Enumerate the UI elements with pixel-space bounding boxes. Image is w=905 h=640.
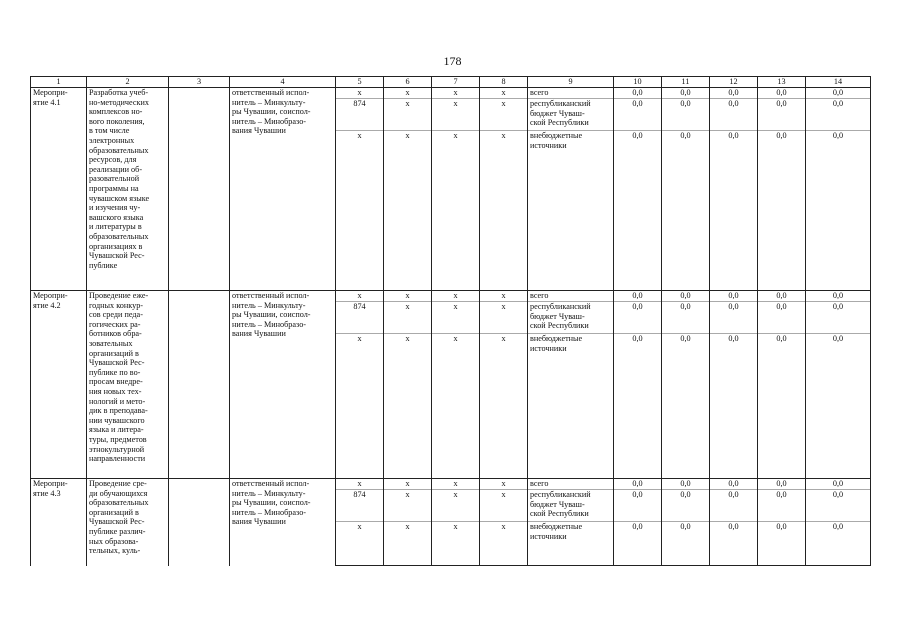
event-name-line: годных конкур- (89, 300, 144, 310)
event-name-line: и изучения чу- (89, 203, 141, 213)
executor-line: нитель – Минкульту- (232, 300, 306, 310)
event-name-line: дик в преподава- (89, 406, 148, 416)
executor-line: нитель – Минкульту- (232, 488, 306, 498)
executor-line: вания Чувашии (232, 126, 286, 136)
event-name-line: организаций в (89, 348, 139, 358)
executor-line: ры Чувашии, соиспол- (232, 107, 311, 117)
event-name-line: ботников обра- (89, 329, 142, 339)
column-header: 2 (87, 77, 169, 88)
code-cell: x (336, 88, 384, 99)
executor-line: нитель – Минобразо- (232, 507, 307, 517)
amount-cell: 0,0 (614, 131, 662, 291)
funding-source-line: республиканский (530, 490, 591, 499)
amount-cell: 0,0 (614, 291, 662, 302)
event-name-line: ния новых тех- (89, 386, 142, 396)
event-name-line: направленности (89, 454, 146, 464)
code-cell: x (480, 291, 528, 302)
event-name-line: вого поколения, (89, 116, 145, 126)
event-name-line: языка и литера- (89, 425, 144, 435)
amount-cell: 0,0 (758, 99, 806, 131)
funding-source (528, 99, 614, 131)
empty-cell (169, 479, 230, 566)
event-name-line: ных образова- (89, 536, 139, 546)
amount-cell: 0,0 (662, 99, 710, 131)
funding-source-line: бюджет Чуваш- (530, 499, 585, 509)
funding-source (528, 291, 614, 302)
header-row (31, 77, 871, 88)
funding-source-line: внебюджетные (530, 334, 583, 343)
code-cell: x (480, 334, 528, 479)
event-name-line: туры, предметов (89, 434, 147, 444)
executor-line: нитель – Минобразо- (232, 319, 307, 329)
funding-source (528, 522, 614, 566)
event-name-line: Чувашской Рес- (89, 358, 145, 368)
code-cell: x (480, 522, 528, 566)
code-cell: x (384, 334, 432, 479)
amount-cell: 0,0 (758, 334, 806, 479)
event-name-line: образовательных (89, 231, 149, 241)
amount-cell: 0,0 (710, 302, 758, 334)
amount-cell: 0,0 (806, 479, 871, 490)
amount-cell: 0,0 (710, 99, 758, 131)
event-name (87, 291, 169, 479)
code-cell: x (432, 99, 480, 131)
event-name-line: реализации об- (89, 164, 143, 174)
code-cell: x (432, 131, 480, 291)
amount-cell: 0,0 (758, 479, 806, 490)
funding-source-line: ской Республики (530, 118, 589, 128)
executor (230, 291, 336, 479)
amount-cell: 0,0 (614, 302, 662, 334)
amount-cell: 0,0 (758, 291, 806, 302)
column-header: 9 (528, 77, 614, 88)
executor-line: ответственный испол- (232, 291, 310, 300)
executor-line: ры Чувашии, соиспол- (232, 310, 311, 320)
amount-cell: 0,0 (710, 490, 758, 522)
code-cell: x (336, 291, 384, 302)
amount-cell: 0,0 (710, 88, 758, 99)
event-name-line: организаций в (89, 507, 139, 517)
executor-line: вания Чувашии (232, 329, 286, 339)
code-cell: x (384, 302, 432, 334)
event-name-line: просам внедре- (89, 377, 143, 387)
code-cell: x (384, 490, 432, 522)
column-header: 3 (169, 77, 230, 88)
event-name-line: Проведение еже- (89, 291, 149, 300)
code-cell: x (480, 302, 528, 334)
amount-cell: 0,0 (806, 334, 871, 479)
empty-cell (169, 88, 230, 291)
event-name-line: ресурсов, для (89, 155, 137, 165)
table-body (31, 77, 871, 566)
funding-source-line: всего (530, 88, 549, 97)
event-label-line: Меропри- (33, 291, 68, 300)
column-header: 12 (710, 77, 758, 88)
amount-cell: 0,0 (758, 490, 806, 522)
funding-source-line: всего (530, 479, 549, 488)
funding-source (528, 88, 614, 99)
funding-source-line: республиканский (530, 302, 591, 311)
amount-cell: 0,0 (758, 131, 806, 291)
code-cell: x (480, 479, 528, 490)
event-name-line: и литературы в (89, 222, 142, 232)
column-header: 11 (662, 77, 710, 88)
event-name-line: гогических ра- (89, 319, 141, 329)
amount-cell: 0,0 (662, 302, 710, 334)
amount-cell: 0,0 (758, 302, 806, 334)
code-cell: x (384, 131, 432, 291)
empty-cell (169, 291, 230, 479)
event-name-line: сов среди педа- (89, 310, 143, 320)
event-name-line: Чувашской Рес- (89, 251, 145, 261)
event-name-line: чувашском языке (89, 193, 150, 203)
funding-source-line: источники (530, 343, 567, 353)
event-name-line: но-методических (89, 97, 149, 107)
amount-cell: 0,0 (614, 88, 662, 99)
executor-line: ответственный испол- (232, 88, 310, 97)
page-number: 178 (443, 54, 462, 68)
funding-source-line: бюджет Чуваш- (530, 108, 585, 118)
amount-cell: 0,0 (806, 490, 871, 522)
event-name-line: образовательных (89, 498, 149, 508)
event-name (87, 88, 169, 291)
code-cell: x (336, 479, 384, 490)
column-header: 6 (384, 77, 432, 88)
column-header: 7 (432, 77, 480, 88)
executor (230, 479, 336, 566)
code-cell: x (432, 334, 480, 479)
amount-cell: 0,0 (662, 334, 710, 479)
event-name-line: Чувашской Рес- (89, 517, 145, 527)
code-cell: x (480, 99, 528, 131)
event-name-line: образовательных (89, 145, 149, 155)
event-name-line: публике (89, 260, 118, 270)
amount-cell: 0,0 (662, 131, 710, 291)
amount-cell: 0,0 (662, 88, 710, 99)
code-cell: x (336, 131, 384, 291)
event-label (31, 88, 87, 291)
funding-source-line: внебюджетные (530, 522, 583, 531)
code-cell: x (432, 490, 480, 522)
code-cell: x (480, 490, 528, 522)
executor (230, 88, 336, 291)
funding-source-line: республиканский (530, 99, 591, 108)
funding-source (528, 302, 614, 334)
table-row (31, 88, 871, 99)
column-header: 8 (480, 77, 528, 88)
code-cell: x (432, 522, 480, 566)
event-name-line: организациях в (89, 241, 143, 251)
event-name-line: нии чувашского (89, 415, 145, 425)
amount-cell: 0,0 (662, 522, 710, 566)
funding-source-line: бюджет Чуваш- (530, 311, 585, 321)
column-header: 4 (230, 77, 336, 88)
amount-cell: 0,0 (614, 490, 662, 522)
event-name-line: ди обучающихся (89, 488, 148, 498)
code-cell: x (384, 522, 432, 566)
executor-line: вания Чувашии (232, 517, 286, 527)
event-name-line: разовательной (89, 174, 140, 184)
event-label-line: Меропри- (33, 479, 68, 488)
funding-source-line: всего (530, 291, 549, 300)
funding-source (528, 479, 614, 490)
executor-line: нитель – Минкульту- (232, 97, 306, 107)
column-header: 14 (806, 77, 871, 88)
executor-line: ры Чувашии, соиспол- (232, 498, 311, 508)
amount-cell: 0,0 (710, 291, 758, 302)
code-cell: 874 (336, 99, 384, 131)
amount-cell: 0,0 (806, 88, 871, 99)
funding-source-line: ской Республики (530, 321, 589, 331)
funding-source-line: внебюджетные (530, 131, 583, 140)
funding-source-line: ской Республики (530, 509, 589, 519)
event-name-line: в том числе (89, 126, 130, 136)
column-header: 13 (758, 77, 806, 88)
amount-cell: 0,0 (806, 99, 871, 131)
code-cell: x (432, 291, 480, 302)
amount-cell: 0,0 (614, 334, 662, 479)
event-label (31, 291, 87, 479)
budget-table (30, 76, 871, 566)
event-name-line: вашского языка (89, 212, 144, 222)
event-name-line: нологий и мето- (89, 396, 146, 406)
amount-cell: 0,0 (806, 291, 871, 302)
code-cell: x (336, 334, 384, 479)
event-name-line: электронных (89, 135, 135, 145)
funding-source-line: источники (530, 140, 567, 150)
amount-cell: 0,0 (758, 88, 806, 99)
table-row (31, 479, 871, 490)
amount-cell: 0,0 (758, 522, 806, 566)
amount-cell: 0,0 (662, 291, 710, 302)
code-cell: x (384, 291, 432, 302)
column-header: 1 (31, 77, 87, 88)
code-cell: x (432, 302, 480, 334)
event-label (31, 479, 87, 566)
column-header: 10 (614, 77, 662, 88)
code-cell: x (384, 479, 432, 490)
amount-cell: 0,0 (614, 99, 662, 131)
table-row (31, 291, 871, 302)
funding-source (528, 334, 614, 479)
funding-source (528, 131, 614, 291)
event-name-line: Разработка учеб- (89, 88, 149, 97)
event-name-line: тельных, куль- (89, 546, 141, 556)
amount-cell: 0,0 (806, 522, 871, 566)
code-cell: 874 (336, 490, 384, 522)
amount-cell: 0,0 (806, 131, 871, 291)
funding-source-line: источники (530, 531, 567, 541)
code-cell: x (336, 522, 384, 566)
event-label-line: ятие 4.1 (33, 97, 61, 107)
funding-source (528, 490, 614, 522)
amount-cell: 0,0 (614, 479, 662, 490)
event-name-line: публике различ- (89, 526, 146, 536)
event-label-line: ятие 4.2 (33, 300, 61, 310)
code-cell: x (480, 88, 528, 99)
code-cell: x (384, 99, 432, 131)
amount-cell: 0,0 (614, 522, 662, 566)
amount-cell: 0,0 (710, 479, 758, 490)
amount-cell: 0,0 (662, 490, 710, 522)
code-cell: x (432, 88, 480, 99)
event-name-line: программы на (89, 183, 139, 193)
code-cell: 874 (336, 302, 384, 334)
code-cell: x (432, 479, 480, 490)
code-cell: x (480, 131, 528, 291)
event-name-line: комплексов но- (89, 107, 143, 117)
event-name-line: Проведение сре- (89, 479, 147, 488)
event-name (87, 479, 169, 566)
event-name-line: зовательных (89, 338, 133, 348)
event-name-line: публике по во- (89, 367, 141, 377)
column-header: 5 (336, 77, 384, 88)
amount-cell: 0,0 (710, 522, 758, 566)
event-name-line: этнокультурной (89, 444, 145, 454)
event-label-line: Меропри- (33, 88, 68, 97)
amount-cell: 0,0 (710, 131, 758, 291)
executor-line: ответственный испол- (232, 479, 310, 488)
amount-cell: 0,0 (806, 302, 871, 334)
amount-cell: 0,0 (662, 479, 710, 490)
executor-line: нитель – Минобразо- (232, 116, 307, 126)
code-cell: x (384, 88, 432, 99)
event-label-line: ятие 4.3 (33, 488, 61, 498)
amount-cell: 0,0 (710, 334, 758, 479)
